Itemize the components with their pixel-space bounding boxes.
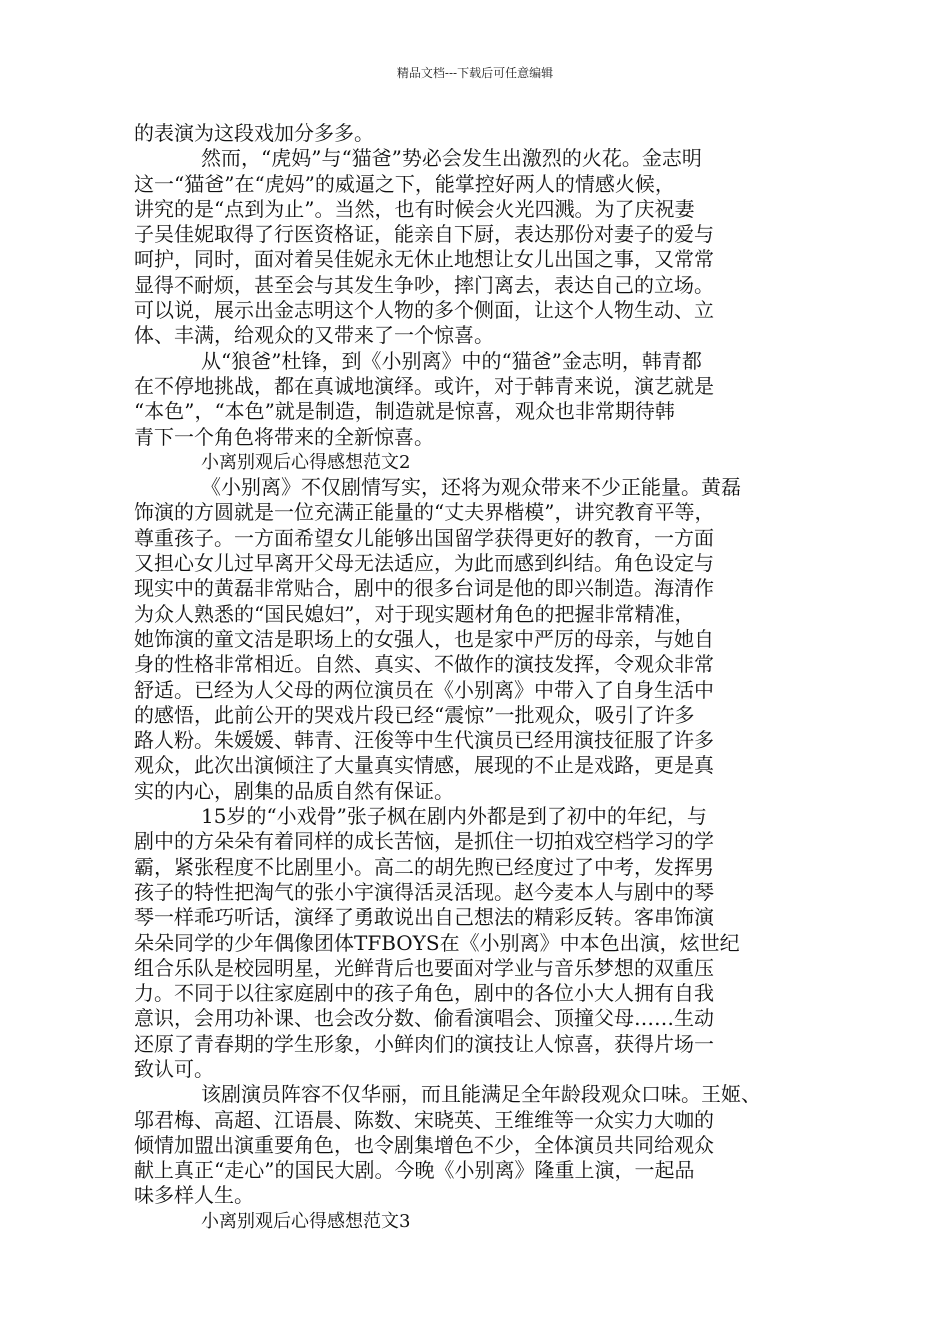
text-line: 路人粉。朱媛媛、韩青、汪俊等中生代演员已经用演技征服了许多 (134, 728, 714, 753)
text-line: 组合乐队是校园明星，光鲜背后也要面对学业与音乐梦想的双重压 (134, 955, 714, 980)
text-line: 15岁的“小戏骨”张子枫在剧内外都是到了初中的年纪，与 (201, 804, 707, 829)
text-line: 从“狼爸”杜锋，到《小别离》中的“猫爸”金志明，韩青都 (201, 348, 702, 373)
section-heading: 小离别观后心得感想范文3 (201, 1210, 411, 1232)
text-line: 观众，此次出演倾注了大量真实情感，展现的不止是戏路，更是真 (134, 753, 714, 778)
text-line: 她饰演的童文洁是职场上的女强人，也是家中严厉的母亲，与她自 (134, 626, 714, 651)
text-line: 《小别离》不仅剧情写实，还将为观众带来不少正能量。黄磊 (201, 475, 741, 500)
text-line: 力。不同于以往家庭剧中的孩子角色，剧中的各位小大人拥有自我 (134, 981, 714, 1006)
text-line: 孩子的特性把淘气的张小宇演得活灵活现。赵今麦本人与剧中的琴 (134, 879, 714, 904)
text-line: 剧中的方朵朵有着同样的成长苦恼，是抓住一切拍戏空档学习的学 (134, 829, 714, 854)
page-header: 精品文档---下载后可任意编辑 (396, 66, 554, 80)
text-line: 讲究的是“点到为止”。当然，也有时候会火光四溅。为了庆祝妻 (134, 196, 695, 221)
text-line: 尊重孩子。一方面希望女儿能够出国留学获得更好的教育，一方面 (134, 525, 714, 550)
text-line: 该剧演员阵容不仅华丽，而且能满足全年龄段观众口味。王姬、 (201, 1082, 761, 1107)
text-line: 子吴佳妮取得了行医资格证，能亲自下厨，表达那份对妻子的爱与 (134, 222, 714, 247)
text-line: 体、丰满，给观众的又带来了一个惊喜。 (134, 323, 494, 348)
text-line: 饰演的方圆就是一位充满正能量的“丈夫界楷模”，讲究教育平等， (134, 500, 715, 525)
text-line: 为众人熟悉的“国民媳妇”，对于现实题材角色的把握非常精准， (134, 601, 695, 626)
text-line: 献上真正“走心”的国民大剧。今晚《小别离》隆重上演，一起品 (134, 1158, 695, 1183)
text-line: 实的内心，剧集的品质自然有保证。 (134, 778, 454, 803)
text-line: 又担心女儿过早离开父母无法适应，为此而感到纠结。角色设定与 (134, 551, 714, 576)
text-line: 的感悟，此前公开的哭戏片段已经“震惊”一批观众，吸引了许多 (134, 702, 695, 727)
text-line: 这一“猫爸”在“虎妈”的威逼之下，能掌控好两人的情感火候， (134, 171, 675, 196)
text-line: 现实中的黄磊非常贴合，剧中的很多台词是他的即兴制造。海清作 (134, 576, 714, 601)
text-line: 在不停地挑战，都在真诚地演绎。或许，对于韩青来说，演艺就是 (134, 373, 714, 398)
text-line: 还原了青春期的学生形象，小鲜肉们的演技让人惊喜，获得片场一 (134, 1031, 714, 1056)
text-line: 舒适。已经为人父母的两位演员在《小别离》中带入了自身生活中 (134, 677, 714, 702)
text-line: 青下一个角色将带来的全新惊喜。 (134, 424, 434, 449)
text-line: 霸，紧张程度不比剧里小。高二的胡先煦已经度过了中考，发挥男 (134, 854, 714, 879)
text-line: “本色”，“本色”就是制造，制造就是惊喜，观众也非常期待韩 (134, 399, 675, 424)
text-line: 倾情加盟出演重要角色，也令剧集增色不少，全体演员共同给观众 (134, 1132, 714, 1157)
text-line: 然而，“虎妈”与“猫爸”势必会发生出激烈的火花。金志明 (201, 146, 702, 171)
text-line: 意识，会用功补课、也会改分数、偷看演唱会、顶撞父母……生动 (134, 1006, 714, 1031)
text-line: 的表演为这段戏加分多多。 (134, 121, 374, 145)
text-line: 可以说，展示出金志明这个人物的多个侧面，让这个人物生动、立 (134, 298, 714, 323)
text-line: 味多样人生。 (134, 1183, 254, 1208)
text-line: 显得不耐烦，甚至会与其发生争吵，摔门离去，表达自己的立场。 (134, 272, 714, 297)
text-line: 呵护，同时，面对着吴佳妮永无休止地想让女儿出国之事，又常常 (134, 247, 714, 272)
section-heading: 小离别观后心得感想范文2 (201, 451, 411, 473)
document-body (134, 121, 814, 1234)
text-line: 身的性格非常相近。自然、真实、不做作的演技发挥，令观众非常 (134, 652, 714, 677)
text-line: 琴一样乖巧听话，演绎了勇敢说出自己想法的精彩反转。客串饰演 (134, 905, 714, 930)
text-line: 致认可。 (134, 1056, 214, 1081)
text-line: 邬君梅、高超、江语晨、陈数、宋晓英、王维维等一众实力大咖的 (134, 1107, 714, 1132)
text-line: 朵朵同学的少年偶像团体TFBOYS在《小别离》中本色出演，炫世纪 (134, 930, 740, 955)
